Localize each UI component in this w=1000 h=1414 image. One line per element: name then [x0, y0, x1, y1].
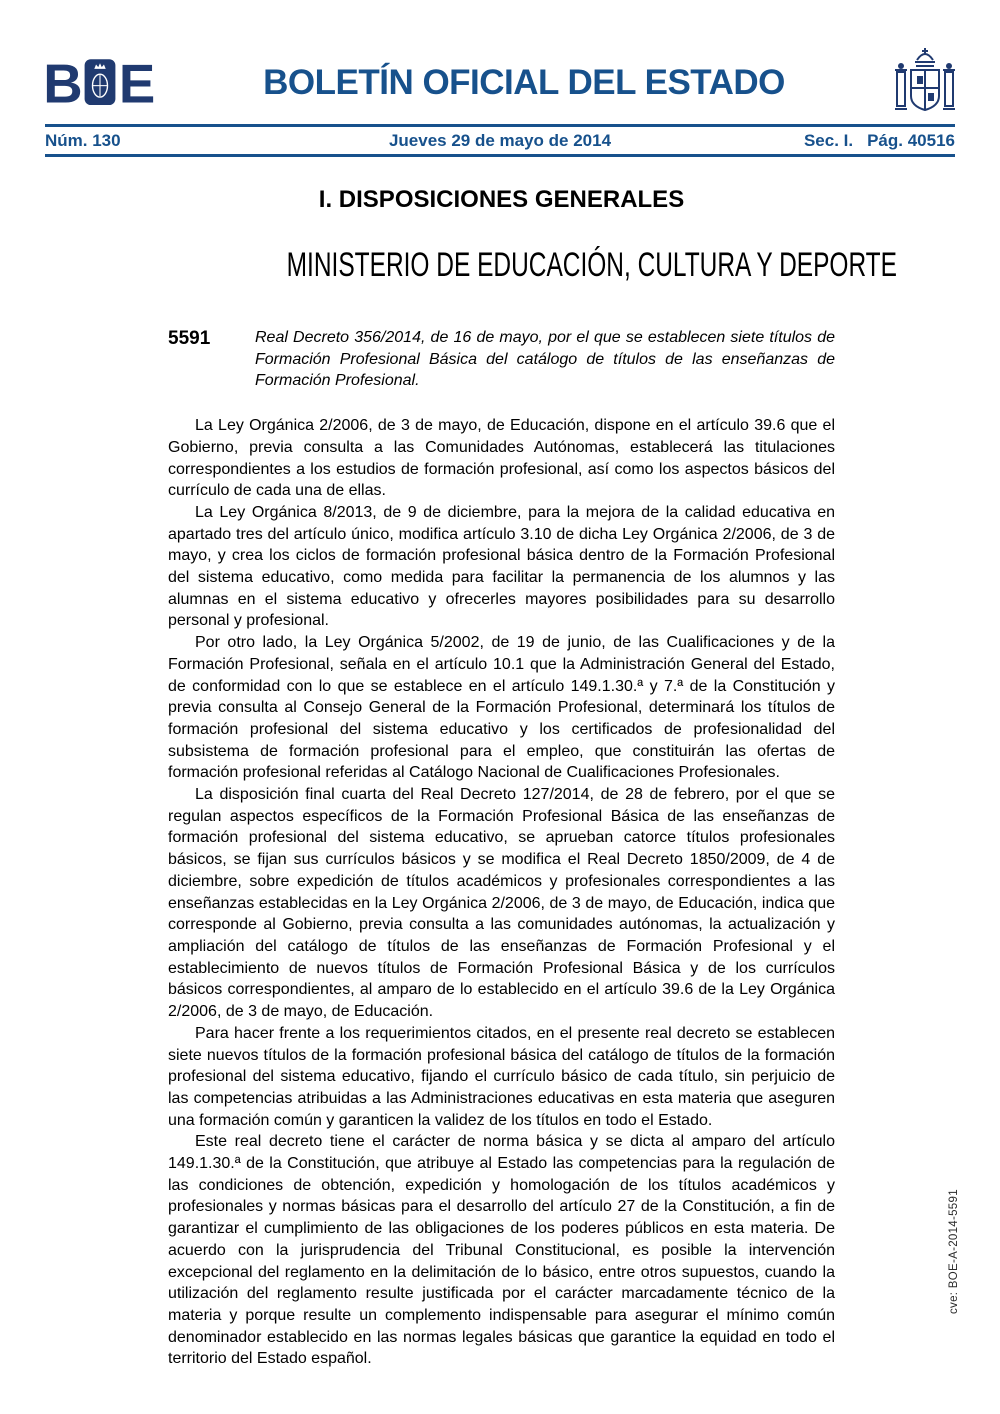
body-paragraph: La Ley Orgánica 2/2006, de 3 de mayo, de Educación, dispone en el artículo 39.6 que el Gobierno, previa consulta a las Comunidades Autónomas, establecerá las titulaciones correspondientes a los estudios de formación profesional, así como los aspectos básicos del currículo de cada una de ellas. [168, 417, 835, 500]
body-paragraph: Por otro lado, la Ley Orgánica 5/2002, de 19 de junio, de las Cualificaciones y de la Formación Profesional, señala en el artículo 10.1 que la Administración General del Estado, de conformidad con lo que se establece en el artículo 149.1.30.ª y 7.ª de la Constitución y previa consulta al Consejo General de la Formación Profesional, determinará los títulos de formación profesional del sistema educativo y los certificados de profesionalidad del subsistema de formación profesional para el empleo, que constituirán las ofertas de formación profesional referidas al Catálogo Nacional de Cualificaciones Profesionales. [168, 634, 835, 782]
issue-info-bar [45, 127, 955, 154]
body-paragraph: Para hacer frente a los requerimientos citados, en el presente real decreto se establecen siete nuevos títulos de la formación profesional básica del catálogo de títulos de la formación profesional del sistema educativo, fijando el currículo básico de cada título, sin perjuicio de las competencias atribuidas a las Administraciones educativas en esta materia que aseguren una formación común y garanticen la validez de los títulos en todo el Estado. [168, 1024, 835, 1129]
body-paragraph: Este real decreto tiene el carácter de norma básica y se dicta al amparo del artículo 149.1.30.ª de la Constitución, que atribuye al Estado las competencias para la regulación de las condiciones de obtención, expedición y homologación de los títulos académicos y profesionales y normas básicas para el desarrollo del artículo 27 de la Constitución, a fin de garantizar el cumplimiento de las obligaciones de los poderes públicos en esta materia. De acuerdo con la jurisprudencia del Tribunal Constitucional, es posible la intervención excepcional del reglamento en la delimitación de lo básico, entre otros supuestos, cuando la utilización del reglamento resulte justificada por el carácter marcadamente técnico de la materia y porque resulte un complemento indispensable para asegurar el mínimo común denominador establecido en las normas legales básicas que garantice la equidad en todo el territorio del Estado español. [168, 1133, 835, 1368]
svg-text:B: B [45, 54, 83, 112]
masthead [45, 0, 955, 122]
cve-code: cve: BOE-A-2014-5591 [948, 1189, 960, 1314]
ministry-heading-text: MINISTERIO DE EDUCACIÓN, CULTURA Y DEPORTE [286, 246, 897, 284]
issue-date: Jueves 29 de mayo de 2014 [388, 130, 612, 150]
boe-logo-icon [45, 54, 155, 112]
document-body [168, 156, 897, 1370]
body-paragraph: La disposición final cuarta del Real Decreto 127/2014, de 28 de febrero, por el que se regulan aspectos específicos de la Formación Profesional Básica de las enseñanzas de formación profesional del sistema educativo, se aprueban catorce títulos profesionales básicos, se fijan sus currículos básicos y se modifica el Real Decreto 1850/2009, de 4 de diciembre, sobre expedición de títulos académicos y profesionales correspondientes a las enseñanzas establecidas en la Ley Orgánica 2/2006, de 3 de mayo, de Educación, indica que corresponde al Gobierno, previa consulta a las comunidades autónomas, la actualización y ampliación del catálogo de títulos de las enseñanzas de Formación Profesional y el establecimiento de nuevos títulos de Formación Profesional Básica y de los currículos básicos correspondientes, al amparo de lo establecido en el artículo 39.6 de la Ley Orgánica 2/2006, de 3 de mayo, de Educación. [168, 786, 835, 1021]
issue-number: Núm. 130 [45, 130, 121, 150]
disposition-summary: Real Decreto 356/2014, de 16 de mayo, por el que se establecen siete títulos de Formación Profesional Básica del catálogo de títulos de las enseñanzas de Formación Profesional. [255, 329, 835, 390]
body-paragraphs [168, 415, 835, 1370]
section-label: Sec. I. [803, 130, 854, 150]
svg-text:E: E [118, 54, 155, 112]
section-page-info [695, 131, 955, 151]
disposition-item [168, 327, 835, 392]
ministry-heading [168, 246, 897, 285]
spain-coat-of-arms-icon [893, 46, 955, 120]
disposition-number: 5591 [168, 328, 211, 349]
page-number: Pág. 40516 [867, 130, 955, 150]
body-paragraph: La Ley Orgánica 8/2013, de 9 de diciembre, para la mejora de la calidad educativa en apartado tres del artículo único, modifica artículo 3.10 de dicha Ley Orgánica 2/2006, de 3 de mayo, y crea los ciclos de formación profesional básica dentro de la Formación Profesional del sistema educativo, como medida para facilitar la permanencia de los alumnos y las alumnas en el sistema educativo y ofrecerles mayores posibilidades para su desarrollo personal y profesional. [168, 503, 835, 630]
section-heading: I. DISPOSICIONES GENERALES [318, 186, 685, 213]
gazette-title: BOLETÍN OFICIAL DEL ESTADO [263, 63, 785, 102]
page-header [45, 0, 955, 157]
